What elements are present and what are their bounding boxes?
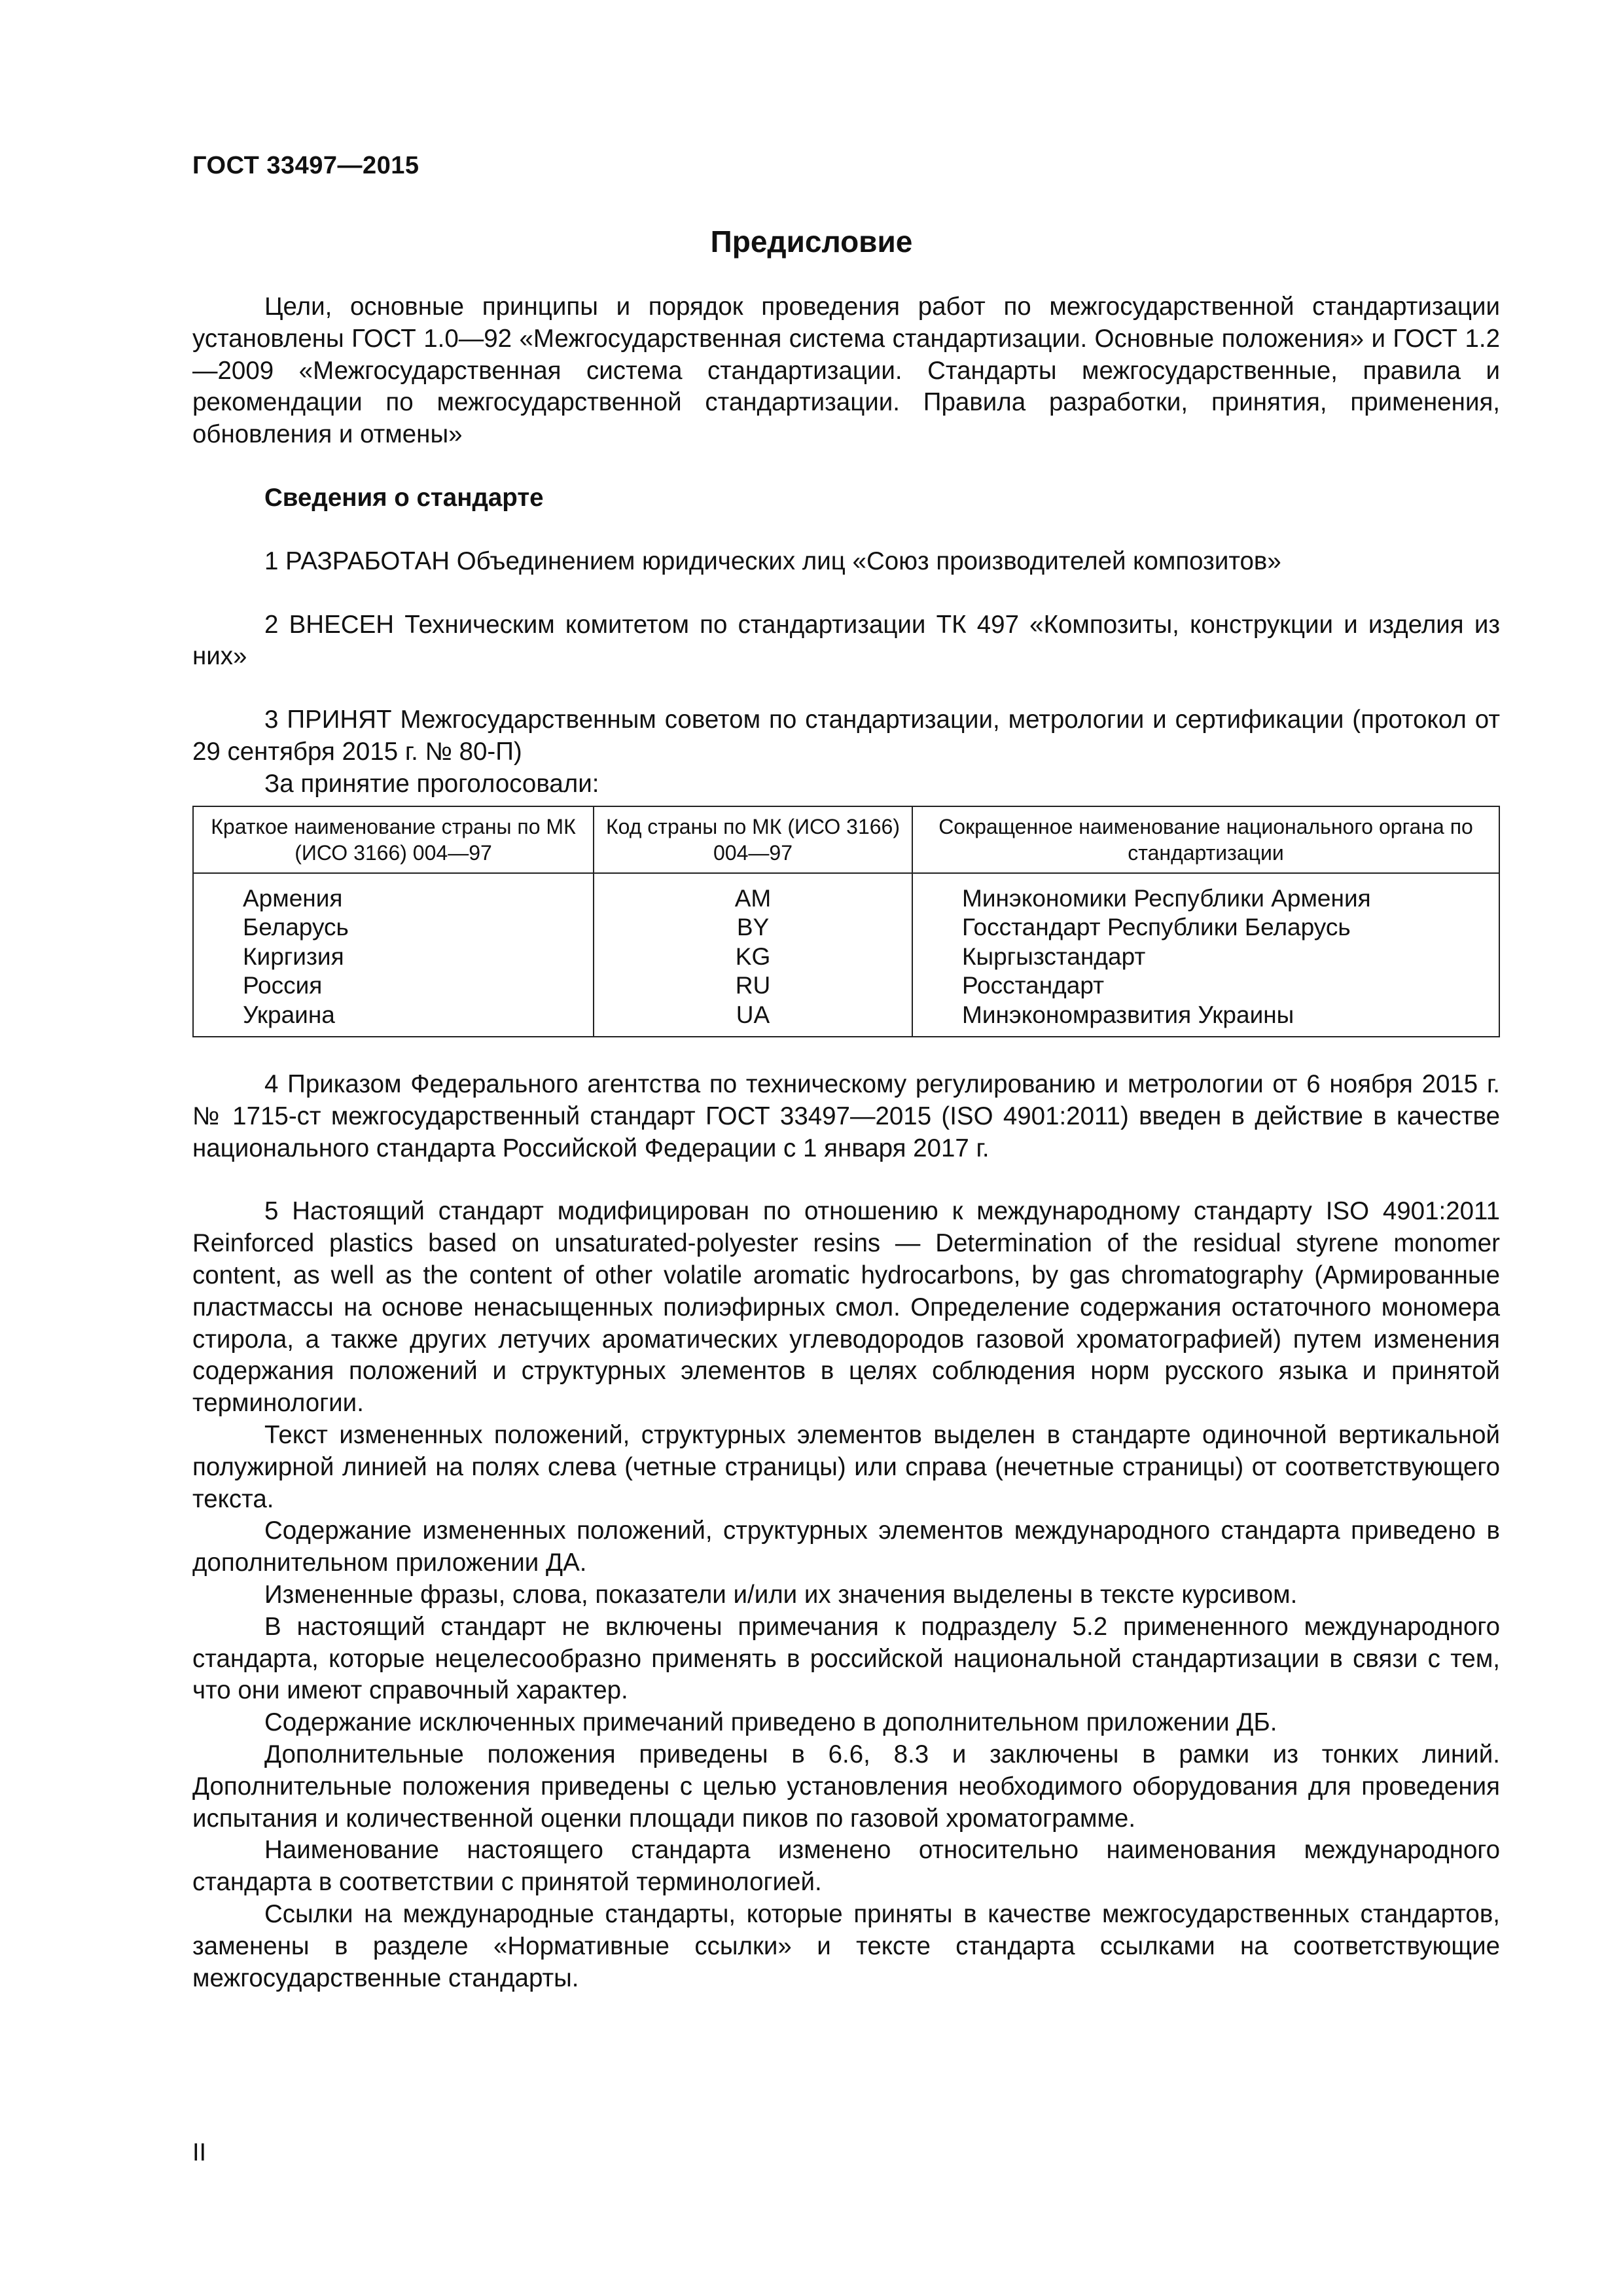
country-code: AM (594, 873, 912, 914)
document-code-header: ГОСТ 33497—2015 (192, 152, 419, 179)
voting-table (192, 806, 1500, 1038)
national-body: Госстандарт Республики Беларусь (912, 913, 1499, 942)
page-title: Предисловие (710, 224, 913, 259)
item-5-paragraph: Наименование настоящего стандарта изменено относительно наименования международного стандарта в соответствии с принятой терминологией. (192, 1836, 1500, 1897)
header-national-body: Сокращенное наименование национального органа по стандартизации (912, 806, 1499, 873)
country-name: Армения (193, 873, 594, 914)
country-name: Киргизия (193, 942, 594, 972)
country-code: RU (594, 971, 912, 1001)
table-row (193, 942, 1499, 972)
header-country-name: Краткое наименование страны по МК (ИСО 3166) 004—97 (193, 806, 594, 873)
item-5-paragraph: Текст измененных положений, структурных элементов выделен в стандарте одиночной вертикальной полужирной линией на полях слева (четные страницы) или справа (нечетные страницы) от соответствующего текста. (192, 1421, 1500, 1513)
item-5-paragraph: 5 Настоящий стандарт модифицирован по отношению к международному стандарту ISO 4901:2011 Reinforced plastics based on unsaturated-polyester resins — Determination of the residual styrene monomer content, as well as the content of other volatile aromatic hydrocarbons, by gas chromatography (Армированные пластмассы на основе ненасыщенных полиэфирных смол. Определение содержания остаточного мономера стирола, а также других летучих ароматических углеводородов газовой хроматографией) путем изменения содержания положений и структурных элементов в целях соблюдения норм русского языка и принятой терминологии. (192, 1197, 1500, 1418)
voted-label: За принятие проголосовали: (264, 769, 599, 798)
header-country-code: Код страны по МК (ИСО 3166) 004—97 (594, 806, 912, 873)
foreword-content (192, 291, 1500, 1994)
item-5-paragraph: Измененные фразы, слова, показатели и/или их значения выделены в тексте курсивом. (264, 1581, 1298, 1609)
table-row (193, 913, 1499, 942)
national-body: Кыргызстандарт (912, 942, 1499, 972)
country-code: KG (594, 942, 912, 972)
table-row (193, 971, 1499, 1001)
item-5-paragraph: Ссылки на международные стандарты, которые приняты в качестве межгосударственных стандартов, заменены в разделе «Нормативные ссылки» и тексте стандарта ссылками на соответствующие межгосударственные стандарты. (192, 1899, 1500, 1992)
table-row (193, 873, 1499, 914)
item-2: 2 ВНЕСЕН Техническим комитетом по стандартизации ТК 497 «Композиты, конструкции и изделия из них» (192, 610, 1500, 671)
item-5-paragraph: Содержание исключенных примечаний приведено в дополнительном приложении ДБ. (264, 1708, 1277, 1737)
section-subheading: Сведения о стандарте (264, 483, 544, 512)
country-name: Украина (193, 1001, 594, 1037)
country-name: Россия (193, 971, 594, 1001)
national-body: Росстандарт (912, 971, 1499, 1001)
item-3: 3 ПРИНЯТ Межгосударственным советом по стандартизации, метрологии и сертификации (протокол от 29 сентября 2015 г. № 80-П) (192, 706, 1500, 766)
intro-paragraph: Цели, основные принципы и порядок проведения работ по межгосударственной стандартизации установлены ГОСТ 1.0—92 «Межгосударственная система стандартизации. Основные положения» и ГОСТ 1.2—2009 «Межгосударственная система стандартизации. Стандарты межгосударственные, правила и рекомендации по межгосударственной стандартизации. Правила разработки, принятия, применения, обновления и отмены» (192, 293, 1500, 449)
country-code: BY (594, 913, 912, 942)
item-4: 4 Приказом Федерального агентства по техническому регулированию и метрологии от 6 ноября 2015 г. № 1715-ст межгосударственный стандарт ГОСТ 33497—2015 (ISO 4901:2011) введен в действие в качестве национального стандарта Российской Федерации с 1 января 2017 г. (192, 1070, 1500, 1162)
page-number: II (192, 2139, 207, 2166)
national-body: Минэкономразвития Украины (912, 1001, 1499, 1037)
item-1: 1 РАЗРАБОТАН Объединением юридических лиц «Союз производителей композитов» (264, 547, 1281, 575)
item-5-paragraph: Дополнительные положения приведены в 6.6, 8.3 и заключены в рамки из тонких линий. Дополнительные положения приведены с целью установления необходимого оборудования для проведения испытания и количественной оценки площади пиков по газовой хроматограмме. (192, 1740, 1500, 1833)
table-header-row (193, 806, 1499, 873)
table-row (193, 1001, 1499, 1037)
country-code: UA (594, 1001, 912, 1037)
national-body: Минэкономики Республики Армения (912, 873, 1499, 914)
item-5-paragraph: Содержание измененных положений, структурных элементов международного стандарта приведено в дополнительном приложении ДА. (192, 1516, 1500, 1577)
item-5-paragraph: В настоящий стандарт не включены примечания к подразделу 5.2 примененного международного стандарта, которые нецелесообразно применять в российской национальной стандартизации в связи с тем, что они имеют справочный характер. (192, 1612, 1500, 1705)
country-name: Беларусь (193, 913, 594, 942)
